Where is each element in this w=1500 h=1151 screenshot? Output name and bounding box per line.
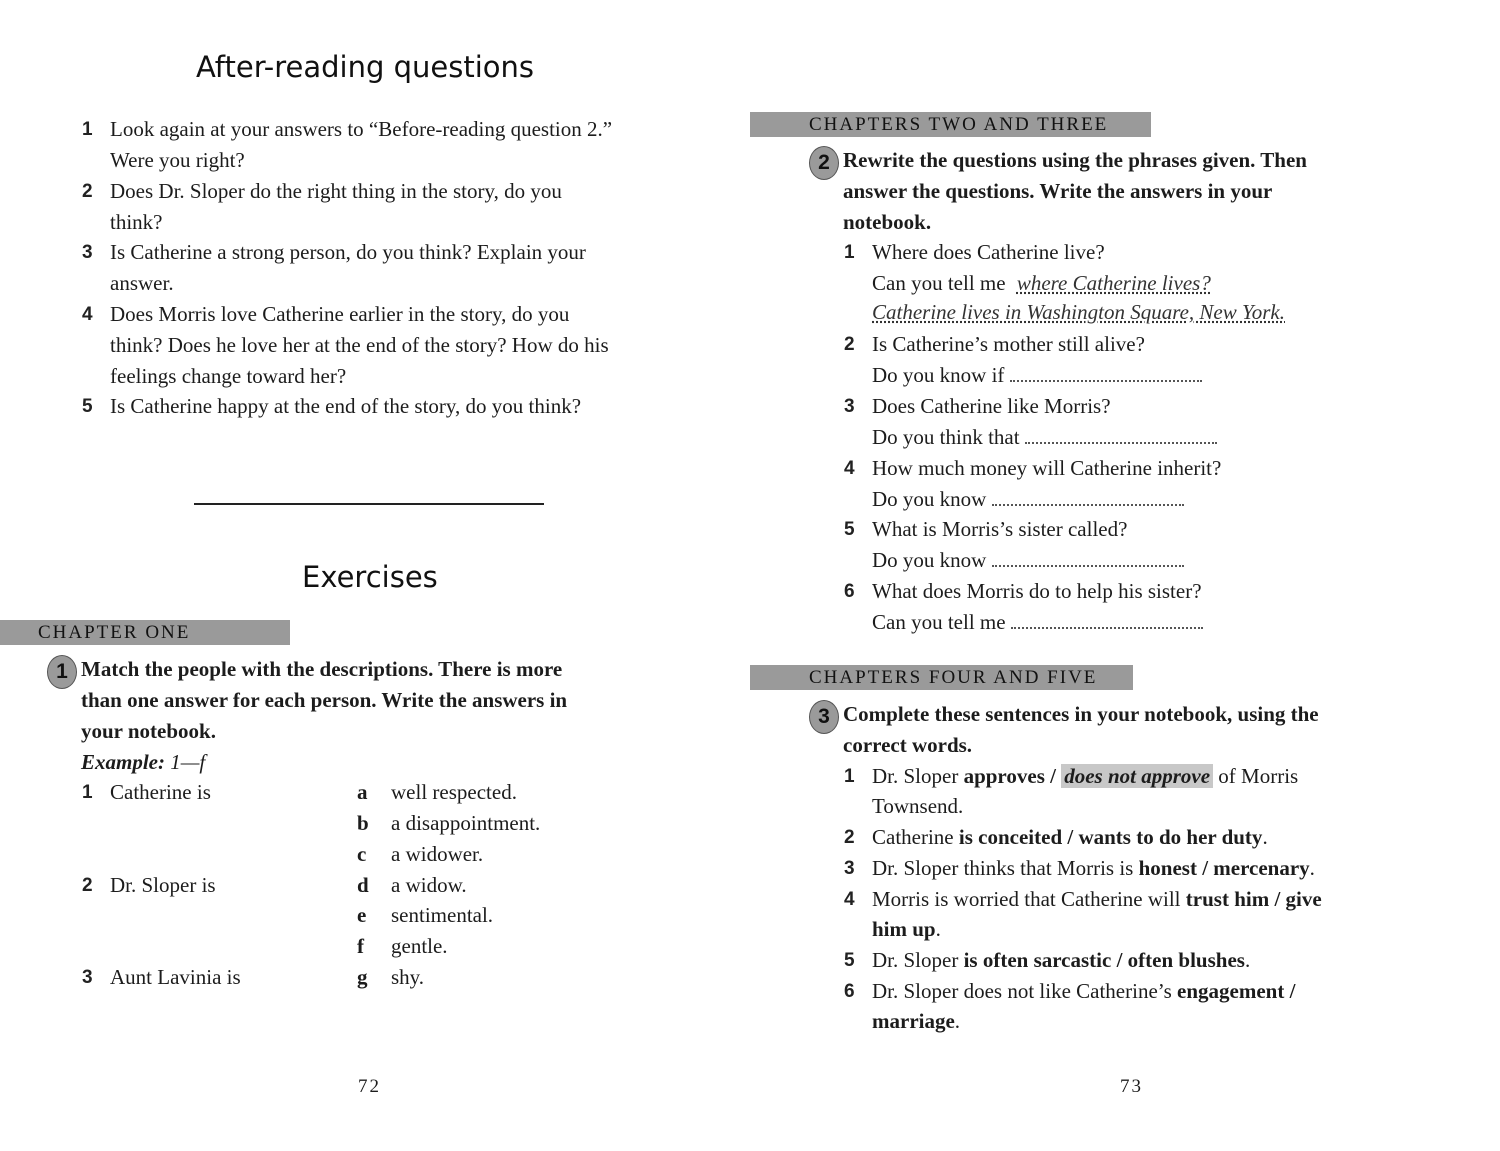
chapter-band: [750, 665, 1133, 690]
sentence-text: .: [1262, 825, 1268, 849]
instruction-line: than one answer for each person. Write the answers in: [81, 688, 568, 712]
question-line: Look again at your answers to “Before-reading question 2.”: [110, 117, 613, 141]
chapter-band-label: CHAPTER ONE: [38, 622, 191, 643]
item-number: 2: [844, 334, 855, 355]
item-prompt-line: [872, 484, 1184, 515]
sentence-text: of Morris: [1218, 764, 1299, 788]
item-prompt: Can you tell me: [872, 271, 1006, 295]
section-divider: [194, 503, 544, 505]
sentence-text: Morris is worried that Catherine will: [872, 887, 1181, 911]
description-letter: d: [357, 873, 369, 897]
item-prompt: Do you know: [872, 548, 987, 572]
chapter-band: [750, 112, 1151, 137]
instruction-line: Rewrite the questions using the phrases given. Then: [843, 148, 1307, 172]
chapter-band-label: CHAPTERS TWO AND THREE: [809, 114, 1109, 135]
options: him up: [872, 917, 936, 941]
question-line: think? Does he love her at the end of the story? How do his: [110, 333, 609, 357]
sentence-text: Dr. Sloper: [872, 764, 959, 788]
sentence-number: 1: [844, 766, 855, 787]
question-number: 4: [82, 304, 93, 325]
handwritten-answer: Catherine lives in Washington Square, New York.: [872, 300, 1286, 324]
item-prompt: Do you think that: [872, 425, 1020, 449]
question-number: 1: [82, 119, 93, 140]
item-question: What does Morris do to help his sister?: [872, 579, 1202, 603]
description-letter: g: [357, 965, 368, 989]
sentence-continuation: [872, 1006, 960, 1037]
sentence: [872, 761, 1298, 792]
description-letter: f: [357, 934, 364, 958]
item-question: Where does Catherine live?: [872, 240, 1105, 264]
description: a disappointment.: [391, 811, 541, 835]
description: sentimental.: [391, 903, 494, 927]
sentence: [872, 976, 1295, 1007]
sentence-text: .: [954, 1009, 961, 1033]
sentence-number: 5: [844, 950, 855, 971]
item-prompt: Do you know if: [872, 363, 1005, 387]
question-line: Is Catherine a strong person, do you think? Explain your: [110, 240, 586, 264]
item-prompt-line: [872, 422, 1217, 453]
description: well respected.: [391, 780, 517, 804]
question-line: answer.: [110, 271, 174, 295]
answer-blank: [1010, 360, 1202, 382]
option-separator: /: [1050, 764, 1056, 788]
sentence-number: 4: [844, 889, 855, 910]
instruction-line: answer the questions. Write the answers in your: [843, 179, 1273, 203]
question-line: feelings change toward her?: [110, 364, 347, 388]
sentence-text: .: [1309, 856, 1315, 880]
item-number: 4: [844, 458, 855, 479]
sentence: [872, 822, 1268, 853]
exercise-number-badge: 1: [47, 655, 77, 689]
options: trust him / give: [1185, 887, 1322, 911]
sentence-continuation: [872, 914, 941, 945]
example-label: Example:: [81, 750, 165, 774]
exercise-instruction: [843, 699, 1443, 761]
item-number: 6: [844, 581, 855, 602]
item-prompt-line: [872, 545, 1184, 576]
instruction-line: your notebook.: [81, 719, 216, 743]
sentence-number: 6: [844, 981, 855, 1002]
chapter-band-label: CHAPTERS FOUR AND FIVE: [809, 667, 1098, 688]
description-letter: b: [357, 811, 369, 835]
example: [81, 747, 205, 778]
exercises-heading: Exercises: [302, 560, 438, 594]
item-question: Is Catherine’s mother still alive?: [872, 332, 1145, 356]
description-letter: e: [357, 903, 367, 927]
answer-blank: [992, 545, 1184, 567]
question-number: 5: [82, 396, 93, 417]
question-line: Does Morris love Catherine earlier in the story, do you: [110, 302, 570, 326]
options: honest / mercenary: [1138, 856, 1310, 880]
instruction-line: correct words.: [843, 733, 973, 757]
sentence-text: Dr. Sloper thinks that Morris is: [872, 856, 1134, 880]
description-letter: a: [357, 780, 368, 804]
options: engagement /: [1177, 979, 1296, 1003]
options: is often sarcastic / often blushes: [963, 948, 1245, 972]
answer-blank: [1025, 422, 1217, 444]
answer-blank: [1011, 607, 1203, 629]
highlighted-option: does not approve: [1061, 764, 1213, 788]
instruction-line: Match the people with the descriptions. There is more: [81, 657, 563, 681]
question-number: 3: [82, 242, 93, 263]
person-number: 1: [82, 782, 93, 803]
item-number: 5: [844, 519, 855, 540]
sentence-number: 3: [844, 858, 855, 879]
question-number: 2: [82, 181, 93, 202]
item-prompt-line: [872, 268, 1211, 299]
question-line: think?: [110, 210, 163, 234]
sentence-text: .: [935, 917, 941, 941]
question-line: Does Dr. Sloper do the right thing in the story, do you: [110, 179, 562, 203]
page-number: 72: [358, 1076, 381, 1097]
chapter-band: [0, 620, 290, 645]
description: shy.: [391, 965, 425, 989]
item-question: What is Morris’s sister called?: [872, 517, 1128, 541]
option: approves: [963, 764, 1045, 788]
item-question: How much money will Catherine inherit?: [872, 456, 1222, 480]
description: gentle.: [391, 934, 448, 958]
answer-blank: [992, 484, 1184, 506]
options: marriage: [872, 1009, 955, 1033]
item-question: Does Catherine like Morris?: [872, 394, 1111, 418]
person: Dr. Sloper is: [110, 873, 216, 897]
instruction-line: Complete these sentences in your notebook, using the: [843, 702, 1319, 726]
item-number: 1: [844, 242, 855, 263]
item-prompt-line: [872, 360, 1202, 391]
options: is conceited / wants to do her duty: [958, 825, 1263, 849]
person-number: 3: [82, 967, 93, 988]
page-number: 73: [1120, 1076, 1143, 1097]
item-prompt: Do you know: [872, 487, 987, 511]
handwritten-answer: where Catherine lives?: [1016, 271, 1211, 295]
person-number: 2: [82, 875, 93, 896]
sentence: [872, 884, 1322, 915]
handwritten-answer-line: [872, 297, 1285, 328]
exercise-number-badge: 3: [809, 700, 839, 734]
description: a widower.: [391, 842, 484, 866]
instruction-line: notebook.: [843, 210, 932, 234]
question-line: Were you right?: [110, 148, 245, 172]
exercise-instruction: [81, 654, 671, 747]
description: a widow.: [391, 873, 467, 897]
description-letter: c: [357, 842, 367, 866]
sentence-number: 2: [844, 827, 855, 848]
sentence-continuation: Townsend.: [872, 794, 964, 818]
item-prompt: Can you tell me: [872, 610, 1006, 634]
after-reading-heading: After-reading questions: [196, 50, 535, 84]
question-line: Is Catherine happy at the end of the story, do you think?: [110, 394, 582, 418]
exercise-number-badge: 2: [809, 146, 839, 180]
sentence: [872, 945, 1250, 976]
item-number: 3: [844, 396, 855, 417]
exercise-instruction: [843, 145, 1443, 238]
sentence-text: Dr. Sloper does not like Catherine’s: [872, 979, 1172, 1003]
sentence-text: .: [1244, 948, 1251, 972]
person: Catherine is: [110, 780, 211, 804]
sentence-text: Dr. Sloper: [872, 948, 959, 972]
example-value: 1—f: [170, 750, 206, 774]
item-prompt-line: [872, 607, 1203, 638]
person: Aunt Lavinia is: [110, 965, 241, 989]
sentence-text: Catherine: [872, 825, 954, 849]
sentence: [872, 853, 1315, 884]
